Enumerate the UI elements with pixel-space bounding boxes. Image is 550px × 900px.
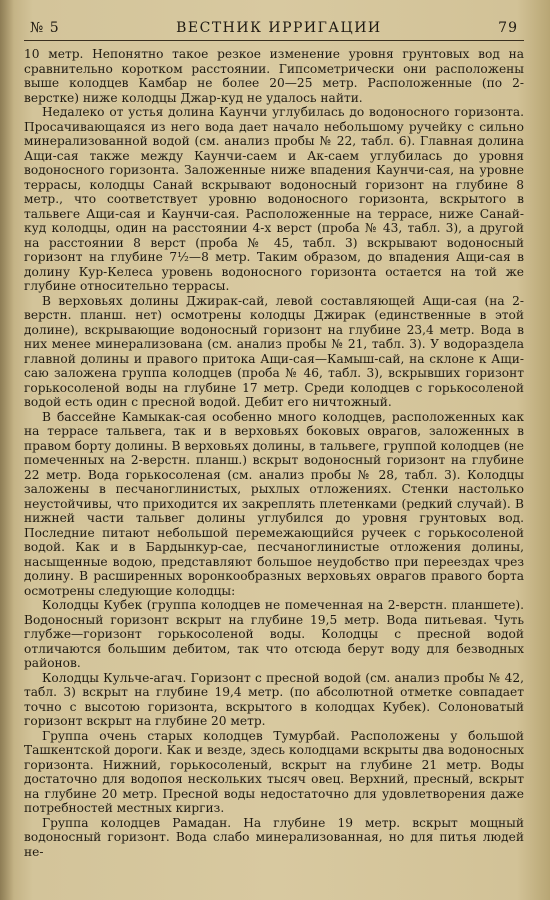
paragraph: В бассейне Камыкак-сая особенно много колодцев, расположенных как на террасе тальвега, так и в верховьях боковых оврагов, заложенных в правом борту долины. В верховьях долины, в тальвеге, группой колодцев (не помеченных на 2-верстн. планш.) вскрыт водоносный горизонт на глубине 22 метр. Вода горькосоленая (см. анализ пробы № 28, табл. 3). Колодцы заложены в песчаноглинистых, рыхлых отложениях. Стенки настолько неустойчивы, что приходится их закреплять плетенками (редкий случай). В нижней части тальвег долины углубился до уровня грунтовых вод. Последние питают небольшой перемежающийся ручеек с горькосоленой водой. Как и в Бардынкур-сае, песчаноглинистые отложения долины, насыщенные водою, представляют большое неудобство при переездах чрез долину. В расширенных воронкообразных верховьях оврагов правого борта осмотрены следующие колодцы: [24,409,524,598]
issue-number: № 5 [30,20,60,36]
paragraph: Группа колодцев Рамадан. На глубине 19 метр. вскрыт мощный водоносный горизонт. Вода слабо минерализованная, но для питья людей не- [24,815,524,859]
paragraph: Колодцы Кубек (группа колодцев не помеченная на 2-верстн. планшете). Водоносный горизонт вскрыт на глубине 19,5 метр. Вода питьевая. Чуть глубже—горизонт горькосоленой воды. Колодцы с пресной водой отличаются большим дебитом, так что отсюда берут воду для безводных районов. [24,598,524,670]
paragraph: 10 метр. Непонятно такое резкое изменение уровня грунтовых вод на сравнительно коротком расстоянии. Гипсометрически они расположены выше колодцев Камбар не более 20—25 метр. Расположенные (по 2-верстке) ниже колодцы Джар-куд не удалось найти. [24,47,524,105]
paragraph: Недалеко от устья долина Каунчи углубилась до водоносного горизонта. Просачивающаяся из него вода дает начало небольшому ручейку с сильно минерализованной водой (см. анализ пробы № 22, табл. 6). Главная долина Ащи-сая также между Каунчи-саем и Ак-саем углубилась до уровня водоносного горизонта. Заложенные ниже впадения Каунчи-сая, на уровне террасы, колодцы Санай вскрывают водоносный горизонт на глубине 8 метр., что соответствует уровню водоносного горизонта, вскрытого в тальвеге Ащи-сая и Каунчи-сая. Расположенные на террасе, ниже Санай-куд колодцы, один на расстоянии 4-х верст (проба № 43, табл. 3), а другой на расстоянии 8 верст (проба № 45, табл. 3) вскрывают водоносный горизонт на глубине 7½—8 метр. Таким образом, до впадения Ащи-сая в долину Кур-Келеса уровень водоносного горизонта остается на той же глубине относительно террасы. [24,105,524,293]
paragraph: В верховьях долины Джирак-сай, левой составляющей Ащи-сая (на 2-верстн. планш. нет) осмотрены колодцы Джирак (единственные в этой долине), вскрывающие водоносный горизонт на глубине 23,4 метр. Вода в них менее минерализована (см. анализ пробы № 21, табл. 3). У водораздела главной долины и правого притока Ащи-сая—Камыш-сай, на склоне к Ащи-саю заложена группа колодцев (проба № 46, табл. 3), вскрывших горизонт горькосоленой воды на глубине 17 метр. Среди колодцев с горькосоленой водой есть один с пресной водой. Дебит его ничтожный. [24,293,524,409]
paragraph: Группа очень старых колодцев Тумурбай. Расположены у большой Ташкентской дороги. Как и везде, здесь колодцами вскрыты два водоносных горизонта. Нижний, горькосоленый, вскрыт на глубине 21 метр. Воды достаточно для водопоя нескольких тысяч овец. Верхний, пресный, вскрыт на глубине 20 метр. Пресной воды недостаточно для удовлетворения даже потребностей местных киргиз. [24,728,524,815]
running-header [24,20,524,41]
body-text [24,47,524,859]
journal-title: ВЕСТНИК ИРРИГАЦИИ [176,20,382,36]
paragraph: Колодцы Кульче-агач. Горизонт с пресной водой (см. анализ пробы № 42, табл. 3) вскрыт на глубине 19,4 метр. (по абсолютной отметке совпадает точно с высотою горизонта, вскрытого в колодцах Кубек). Солоноватый горизонт вскрыт на глубине 20 метр. [24,670,524,728]
page-number: 79 [498,20,518,36]
